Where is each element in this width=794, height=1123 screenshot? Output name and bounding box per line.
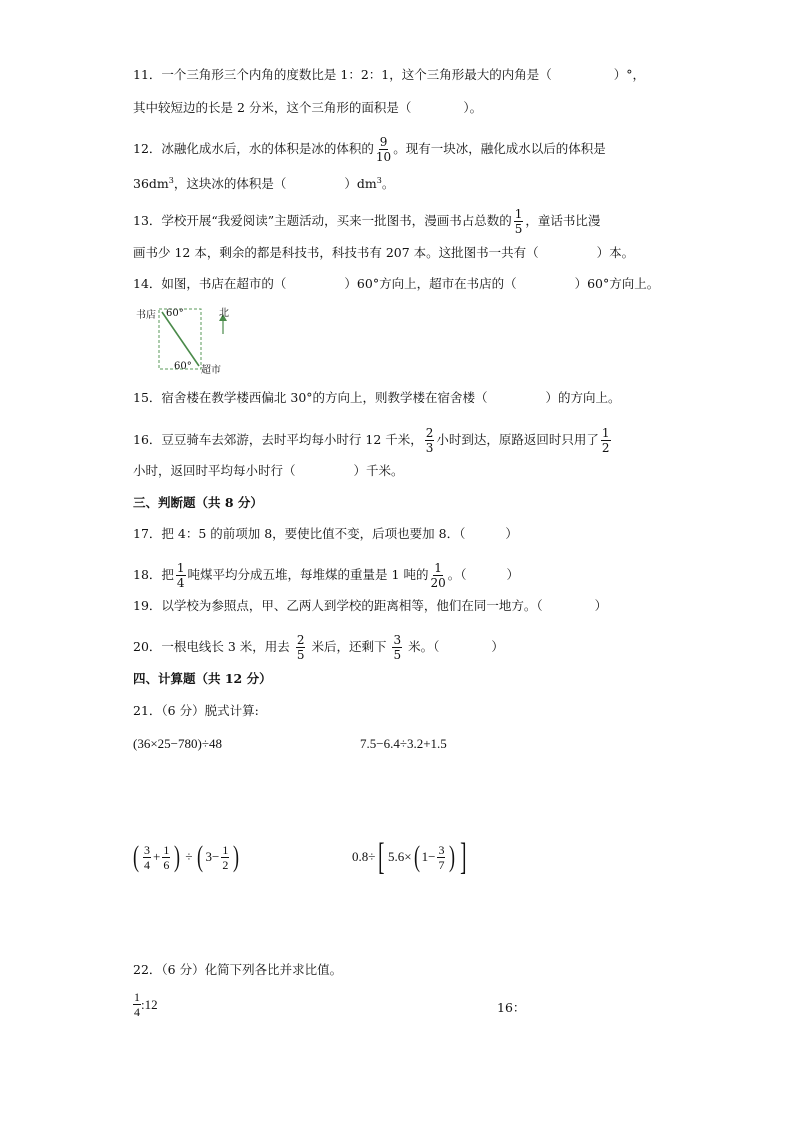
q18-fraction-1 <box>176 561 186 590</box>
q20-line <box>133 633 504 662</box>
q13-line1 <box>133 207 600 236</box>
q13-fraction <box>514 207 524 236</box>
q16-fraction-1 <box>425 426 435 455</box>
q16-frac1-num: 2 <box>425 426 434 440</box>
q12-text-b: 。现有一块冰，融化成水以后的体积是 <box>393 141 606 156</box>
q16-text-c: 小时，返回时平均每小时行（ <box>133 463 296 478</box>
expr4-f-den: 7 <box>438 857 445 872</box>
q13-frac-num: 1 <box>514 207 523 221</box>
q16-text-a: 16．豆豆骑车去郊游，去时平均每小时行 12 千米， <box>133 432 423 447</box>
bookstore-label: 书店 <box>136 310 156 321</box>
expr3-f3-den: 2 <box>222 857 229 872</box>
q11-text-b: ）°， <box>613 67 646 82</box>
q18-text-d: ） <box>506 567 520 582</box>
q20-fraction-1 <box>296 633 306 662</box>
q18-frac2-den: 20 <box>430 576 446 590</box>
q15-text-a: 15．宿舍楼在教学楼西偏北 30°的方向上，则教学楼在宿舍楼（ <box>133 390 488 405</box>
q16-line2 <box>133 462 404 480</box>
q11-text-d: ）。 <box>463 100 483 115</box>
frac-3-4 <box>143 843 151 872</box>
market-label: 超市 <box>201 365 221 376</box>
q22-ratio-1 <box>133 990 158 1019</box>
q13-text-d: ）本。 <box>596 245 635 260</box>
q13-frac-den: 5 <box>514 222 523 236</box>
q14-text-a: 14．如图，书店在超市的（ <box>133 276 287 291</box>
q18-fraction-2 <box>430 561 445 590</box>
q17-text-a: 17．把 4：5 的前项加 8，要使比值不变，后项也要加 8．（ <box>133 526 466 541</box>
open-paren-3: ( <box>413 840 420 873</box>
q13-text-c: 画书少 12 本，剩余的都是科技书，科技书有 207 本。这批图书一共有（ <box>133 245 539 260</box>
q11-text-c: 其中较短边的长是 2 分米，这个三角形的面积是（ <box>133 100 412 115</box>
q21-expression-4 <box>352 838 470 876</box>
q20-text-d: ） <box>491 639 504 654</box>
close-paren-3: ) <box>449 840 456 873</box>
q11-line2 <box>133 99 482 117</box>
expr3-f3-num: 1 <box>222 842 229 857</box>
q11-line1 <box>133 66 645 84</box>
q11-text-a: 11．一个三角形三个内角的度数比是 1：2：1，这个三角形最大的内角是（ <box>133 67 552 82</box>
ratio1-num: 1 <box>134 990 140 1004</box>
expr4-a: 0.8÷ <box>352 849 376 864</box>
q19-line <box>133 597 607 615</box>
angle-bottom-label: 60° <box>174 361 192 372</box>
q12-text-d: ，这块冰的体积是（ <box>173 176 287 192</box>
q15-text-b: ）的方向上。 <box>545 390 621 405</box>
open-paren: ( <box>133 840 139 873</box>
q14-text-c: ）60°方向上。 <box>574 276 660 291</box>
q22-ratio-2: 16： <box>497 1000 526 1015</box>
div-sign: ÷ <box>185 849 193 864</box>
q12-sup-b: 3 <box>376 176 382 185</box>
q14-figure <box>133 304 243 376</box>
expr4-f-num: 3 <box>438 842 445 857</box>
q15-line <box>133 389 621 407</box>
q13-line2 <box>133 244 634 262</box>
q12-line2 <box>133 172 394 193</box>
q19-text-a: 19．以学校为参照点，甲、乙两人到学校的距离相等，他们在同一地方。（ <box>133 598 543 613</box>
q20-frac1-num: 2 <box>296 633 305 647</box>
q18-line <box>133 561 519 590</box>
frac-1-6 <box>162 843 170 872</box>
q13-text-a: 13．学校开展“我爱阅读”主题活动，买来一批图书，漫画书占总数的 <box>133 213 512 228</box>
plus-sign: + <box>153 849 161 864</box>
q21-expression-2: 7.5−6.4÷3.2+1.5 <box>360 736 447 751</box>
q19-text-b: ） <box>594 598 608 613</box>
q12-text-f: 。 <box>381 176 395 192</box>
close-paren-2: ) <box>233 840 240 873</box>
expr4-b: 5.6× <box>388 849 412 864</box>
frac-1-4 <box>133 990 141 1019</box>
q13-text-b: ，童话书比漫 <box>525 213 601 228</box>
north-label: 北 <box>219 308 229 319</box>
frac-1-2 <box>221 843 229 872</box>
q12-text-e: ）dm <box>344 176 377 192</box>
q16-fraction-2 <box>601 426 611 455</box>
q14-text-b: ）60°方向上，超市在书店的（ <box>344 276 517 291</box>
q12-fraction <box>376 135 391 164</box>
q20-fraction-2 <box>392 633 402 662</box>
q20-text-c: 米。（ <box>408 639 440 654</box>
q12-line1 <box>133 135 606 164</box>
expr3-f1-num: 3 <box>144 842 150 857</box>
q18-frac2-num: 1 <box>434 561 442 575</box>
q12-frac-den: 10 <box>375 150 392 164</box>
angle-top-label: 60° <box>166 308 184 319</box>
q22-title: 22．（6 分）化简下列各比并求比值。 <box>133 962 343 977</box>
q18-text-c: 。（ <box>447 567 467 582</box>
close-paren: ) <box>174 840 181 873</box>
expr4-c: 1− <box>421 849 436 864</box>
q16-frac2-den: 2 <box>601 441 610 455</box>
q14-line <box>133 275 659 293</box>
expr3-f2-den: 6 <box>163 857 170 872</box>
ratio1-den: 4 <box>134 1005 140 1019</box>
q18-frac1-num: 1 <box>176 561 185 575</box>
q16-line1 <box>133 426 613 455</box>
q16-text-d: ）千米。 <box>353 463 404 478</box>
section-3-heading: 三、判断题（共 8 分） <box>133 495 263 510</box>
q16-frac2-num: 1 <box>601 426 610 440</box>
q12-sup-a: 3 <box>168 176 174 185</box>
q12-frac-num: 9 <box>379 135 388 149</box>
q16-text-b: 小时到达，原路返回时只用了 <box>436 432 599 447</box>
q21-expression-3 <box>131 842 241 872</box>
q18-text-a: 18．把 <box>133 567 174 582</box>
q18-frac1-den: 4 <box>176 576 185 590</box>
q21-title: 21．（6 分）脱式计算: <box>133 703 259 718</box>
q12-text-a: 12．冰融化成水后，水的体积是冰的体积的 <box>133 141 374 156</box>
expr3-f1-den: 4 <box>144 857 150 872</box>
q12-text-c: 36dm <box>133 176 169 192</box>
open-bracket: [ <box>378 836 385 878</box>
three-minus: 3− <box>205 849 220 864</box>
q17-line <box>133 525 518 543</box>
expr3-f2-num: 1 <box>163 842 170 857</box>
q20-frac2-num: 3 <box>393 633 402 647</box>
q20-text-b: 米后，还剩下 <box>311 639 387 654</box>
q18-text-b: 吨煤平均分成五堆，每堆煤的重量是 1 吨的 <box>187 567 429 582</box>
frac-3-7 <box>437 843 445 872</box>
ratio1-rest: :12 <box>141 996 158 1012</box>
q20-text-a: 20．一根电线长 3 米，用去 <box>133 639 290 654</box>
section-4-heading: 四、计算题（共 12 分） <box>133 671 272 686</box>
q21-expression-1: (36×25−780)÷48 <box>133 736 222 751</box>
q16-frac1-den: 3 <box>425 441 434 455</box>
close-bracket: ] <box>460 836 467 878</box>
q20-frac2-den: 5 <box>393 648 402 662</box>
q20-frac1-den: 5 <box>296 648 305 662</box>
open-paren-2: ( <box>197 840 204 873</box>
q17-text-b: ） <box>505 526 518 541</box>
